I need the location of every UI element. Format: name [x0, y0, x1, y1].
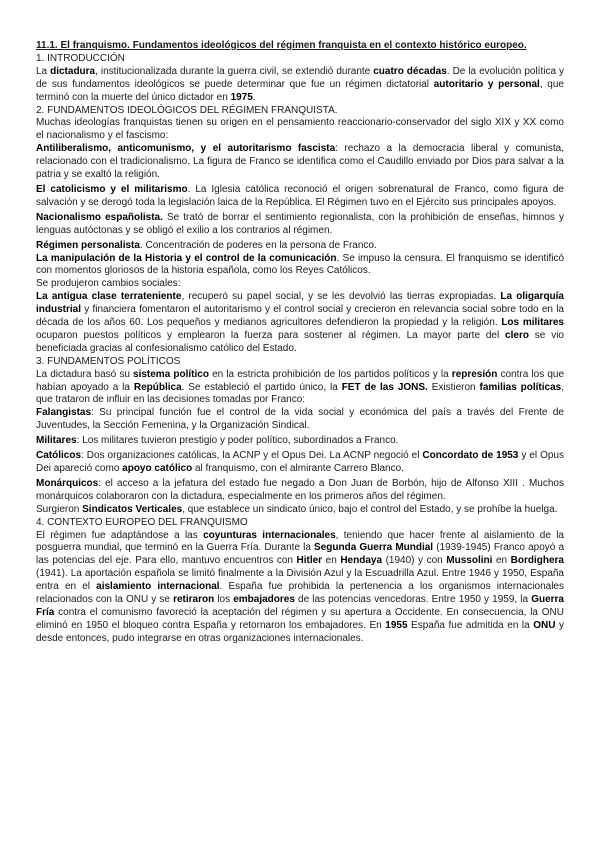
section-heading-introduccion: 1. INTRODUCCIÓN — [36, 52, 125, 64]
paragraph-catolicismo: El catolicismo y el militarismo. La Iglesia católica reconoció el origen sobrenatural de Franco, como figura de salvación y se derogó toda la legislación laica de la República. El Régimen tuvo en el Ejército sus principales apoyos. — [36, 183, 564, 208]
section-heading-contexto-europeo: 4. CONTEXTO EUROPEO DEL FRANQUISMO — [36, 516, 248, 528]
paragraph-sindicatos: Surgieron Sindicatos Verticales, que establece un sindicato único, bajo el control del Estado, y se prohíbe la huelga. — [36, 503, 558, 515]
paragraph-ideologias-intro: Muchas ideologías franquistas tienen su origen en el pensamiento reaccionario-conservador del siglo XIX y XX como el nacionalismo y el fascismo: — [36, 117, 564, 142]
paragraph-catolicos: Católicos: Dos organizaciones católicas, la ACNP y el Opus Dei. La ACNP negoció el Concordato de 1953 y el Opus Dei apareció como apoyo católico al franquismo, con el almirante Carrero Blanco. — [36, 450, 564, 474]
paragraph-monarquicos: Monárquicos: el acceso a la jefatura del estado fue negado a Don Juan de Borbón, hijo de Alfonso XIII . Muchos monárquicos colaboraron con la dictadura, especialmente en los primeros años del régimen. — [36, 477, 564, 502]
paragraph-introduccion: La dictadura, institucionalizada durante la guerra civil, se extendió durante cuatro décadas. De la evolución política y de sus fundamentos ideológicos se puede determinar que fue un régimen dictatorial autoritario y personal, que terminó con la muerte del único dictador en 1975. — [36, 65, 564, 103]
paragraph-militares: Militares: Los militares tuvieron prestigio y poder político, subordinados a Franco. — [36, 435, 399, 447]
paragraph-nacionalismo: Nacionalismo españolista. Se trató de borrar el sentimiento regionalista, con la prohibición de enseñas, himnos y lenguas autóctonas y se obligó el exilio a los contrarios al régimen. — [36, 211, 564, 236]
paragraph-contexto-europeo: El régimen fue adaptándose a las coyunturas internacionales, teniendo que hacer frente al aislamiento de la posguerra mundial, que terminó en la Guerra Fría. Durante la Segunda Guerra Mundial (1939-1945) Franco apoyó a las potencias del eje. Para ello, mantuvo encuentros con Hitler en Hendaya (1940) y con Mussolini en Bordighera (1941). La aportación española se limitó finalmente a la División Azul y la Escuadrilla Azul. Entre 1946 y 1950, España entra en el aislamiento internacional. España fue prohibida la pertenencia a los organismos internacionales relacionados con la ONU y se retiraron los embajadores de las potencias vencedoras. Entre 1950 y 1959, la Guerra Fría contra el comunismo favoreció la aceptación del régimen y su apertura a Occidente. En consecuencia, la ONU eliminó en 1950 el bloqueo contra España y retornaron los embajadores. En 1955 España fue admitida en la ONU y desde entonces, pudo integrarse en otras organizaciones internacionales. — [36, 529, 565, 644]
paragraph-sistema-politico: La dictadura basó su sistema político en la estricta prohibición de los partidos políticos y la represión contra los que habían apoyado a la República. Se estableció el partido único, la FET de las JONS. Existieron familias políticas, que trataron de influir en las decisiones tomadas por Franco: — [36, 368, 565, 406]
paragraph-falangistas: Falangistas: Su principal función fue el control de la vida social y económica del país a través del Frente de Juventudes, la Sección Femenina, y la Organización Sindical. — [36, 407, 564, 432]
section-heading-politicos: 3. FUNDAMENTOS POLÍTICOS — [36, 355, 181, 367]
paragraph-regimen-personalista: Régimen personalista. Concentración de poderes en la persona de Franco. — [36, 239, 377, 251]
paragraph-clases-sociales: La antigua clase terrateniente, recuperó su papel social, y se les devolvió las tierras expropiadas. La oligarquía industrial y financiera fomentaron el autoritarismo y el control social y crecieron en relevancia social sobre todo en la década de los años 60. Los pequeños y medianos agricultores defendieron la propiedad y la religión. Los militares ocuparon puestos políticos y emplearon la fuerza para sostener al régimen. La mayor parte del clero se vio beneficiada gracias al confesionalismo católico del Estado. — [36, 291, 564, 354]
paragraph-antiliberalismo: Antiliberalismo, anticomunismo, y el autoritarismo fascista: rechazo a la democracia liberal y comunista, relacionado con el tradicionalismo. La figura de Franco se identifica como el Caudillo enviado por Dios para salvar a la patria y se exaltó la religión. — [36, 143, 564, 181]
document-title: 11.1. El franquismo. Fundamentos ideológicos del régimen franquista en el contexto histórico europeo. — [36, 40, 527, 51]
paragraph-manipulacion-historia: La manipulación de la Historia y el control de la comunicación. Se impuso la censura. El franquismo se identificó con momentos gloriosos de la historia española, como los Reyes Católicos. — [36, 252, 565, 277]
paragraph-cambios-sociales: Se produjeron cambios sociales: — [36, 278, 181, 290]
section-heading-ideologicos: 2. FUNDAMENTOS IDEOLÓGICOS DEL RÉGIMEN FRANQUISTA. — [36, 104, 338, 116]
